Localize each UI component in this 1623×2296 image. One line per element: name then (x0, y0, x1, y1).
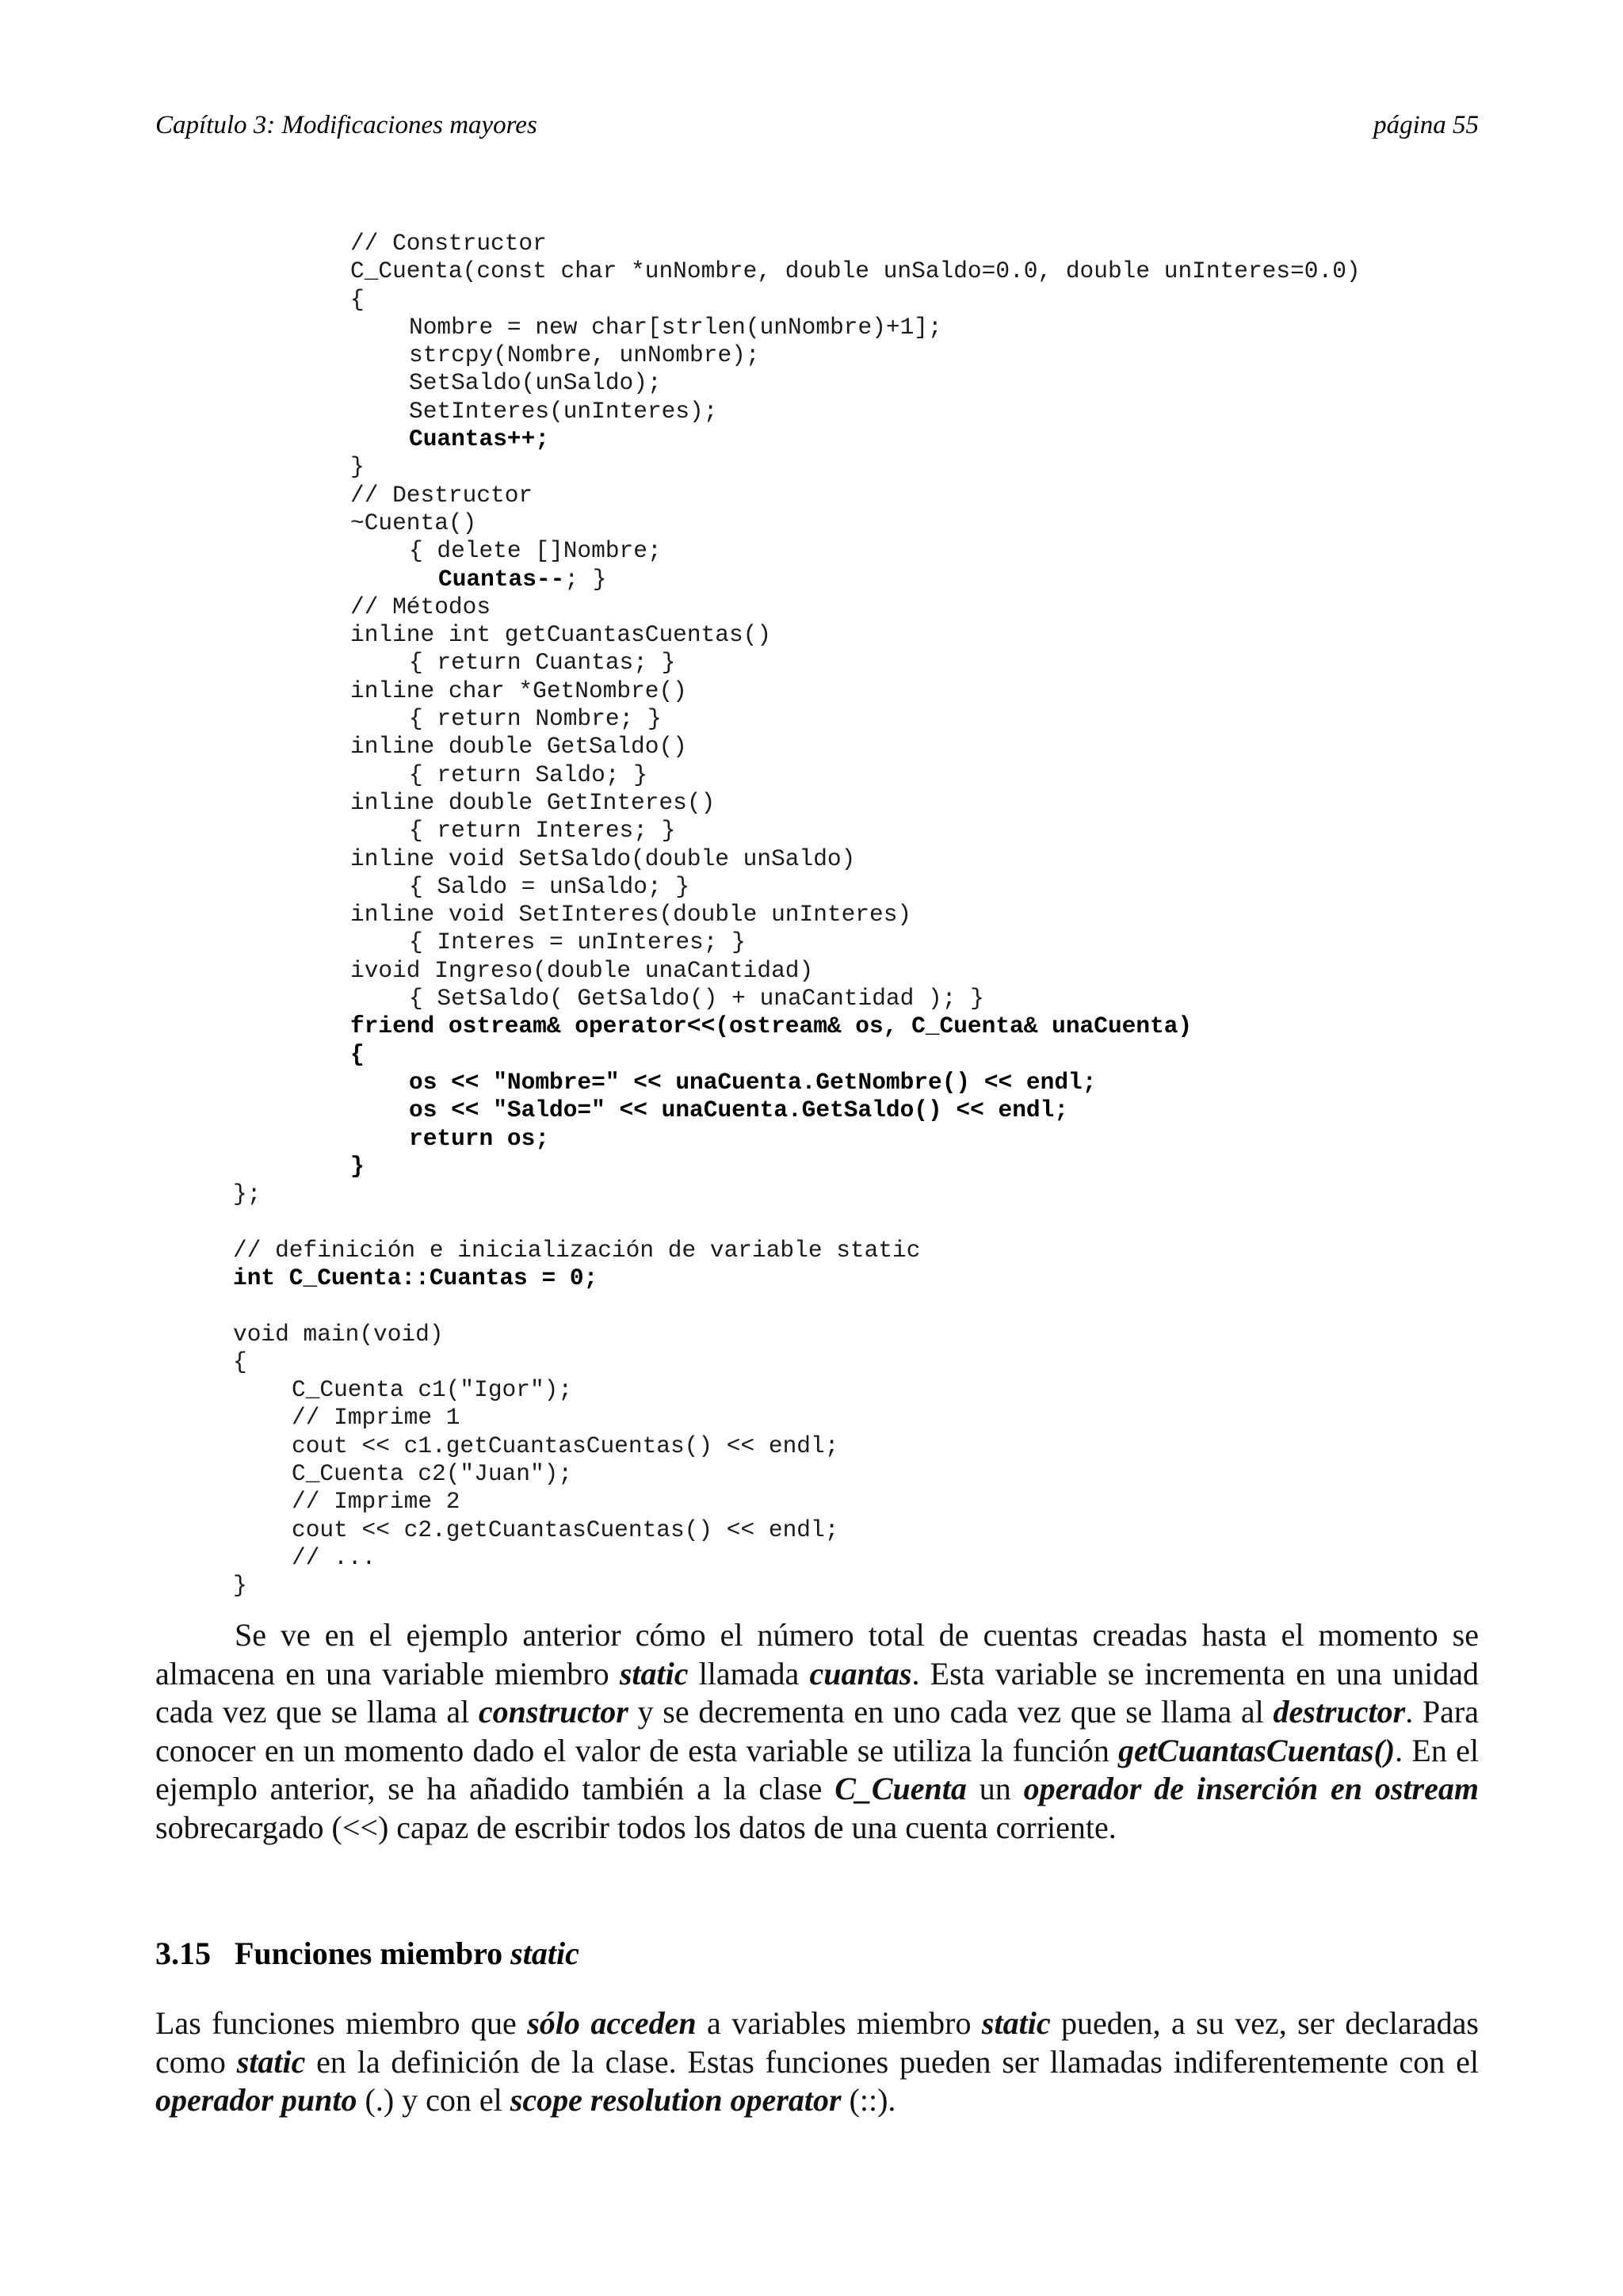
code-text: } (350, 453, 365, 481)
code-text: // Destructor (350, 481, 533, 509)
code-line (0, 341, 1623, 369)
code-text: void main(void) (233, 1320, 444, 1348)
code-text: inline char *GetNombre() (350, 677, 687, 704)
code-text-bold: { (350, 1040, 365, 1068)
code-line (0, 482, 1623, 509)
paragraph-text: y se decrementa en uno cada vez que se llama al (628, 1694, 1274, 1730)
code-line (0, 369, 1623, 397)
code-line (0, 621, 1623, 649)
paragraph-text: . Para conocer en un momento dado el valor de esta variable se utiliza la función (155, 1694, 1480, 1768)
code-line (0, 1321, 1623, 1348)
code-text: { return Nombre; } (409, 705, 662, 733)
code-text: C_Cuenta c2("Juan"); (292, 1460, 573, 1488)
code-line (0, 1544, 1623, 1572)
emphasized-term: getCuantasCuentas() (1118, 1732, 1396, 1768)
code-text: ivoid Ingreso(double unaCantidad) (350, 956, 814, 984)
paragraph-text: en la definición de la clase. Estas funciones pueden ser llamadas indiferentemente con el (305, 2043, 1479, 2080)
page-header (155, 111, 1479, 146)
code-text-bold: } (350, 1152, 365, 1180)
code-line (0, 1432, 1623, 1460)
code-line (0, 761, 1623, 789)
emphasized-term: static (619, 1655, 689, 1691)
code-text: { return Cuantas; } (409, 649, 676, 677)
code-text: // Imprime 2 (292, 1488, 460, 1516)
code-line (0, 509, 1623, 537)
code-line (0, 1013, 1623, 1040)
code-line (0, 453, 1623, 481)
code-text: inline double GetInteres() (350, 788, 716, 816)
code-line (0, 1208, 1623, 1236)
body-paragraph-explanation (155, 1616, 1479, 1847)
section-number: 3.15 (155, 1936, 211, 1971)
code-text: ; } (564, 565, 607, 593)
code-line (0, 1125, 1623, 1153)
paragraph-text: . Esta variable se incrementa en una unidad cada vez que se llama al (155, 1655, 1480, 1730)
code-line (0, 901, 1623, 929)
code-text: ~Cuenta() (350, 509, 477, 536)
code-text: cout << c2.getCuantasCuentas() << endl; (292, 1516, 839, 1543)
paragraph-text: sobrecargado (<<) capaz de escribir todos los datos de una cuenta corriente. (155, 1809, 1117, 1845)
code-line (0, 817, 1623, 845)
code-line (0, 985, 1623, 1013)
paragraph-text: pueden, a su vez, ser declaradas como (155, 2005, 1479, 2080)
paragraph-text: llamada (688, 1655, 810, 1691)
code-line (0, 1348, 1623, 1376)
code-text: { SetSaldo( GetSaldo() + unaCantidad ); } (409, 985, 984, 1013)
code-text: { return Saldo; } (409, 761, 647, 788)
code-line (0, 1572, 1623, 1600)
code-text: { Interes = unInteres; } (409, 929, 746, 956)
code-line (0, 1180, 1623, 1208)
code-text: strcpy(Nombre, unNombre); (409, 341, 760, 369)
paragraph-text: (::). (841, 2082, 896, 2118)
code-text: cout << c1.getCuantasCuentas() << endl; (292, 1432, 839, 1459)
code-line (0, 873, 1623, 901)
code-text: Nombre = new char[strlen(unNombre)+1]; (409, 313, 942, 341)
code-line (0, 1404, 1623, 1432)
code-text: C_Cuenta(const char *unNombre, double unSaldo=0.0, double unInteres=0.0) (350, 257, 1361, 285)
code-line (0, 314, 1623, 341)
code-line (0, 593, 1623, 621)
code-text: C_Cuenta c1("Igor"); (292, 1376, 573, 1404)
code-text: // Constructor (350, 230, 547, 257)
emphasized-term: cuantas (809, 1655, 912, 1691)
code-text: { return Interes; } (409, 817, 676, 845)
code-text: inline double GetSaldo() (350, 733, 687, 761)
code-text: // Imprime 1 (292, 1404, 460, 1432)
emphasized-term: destructor (1273, 1694, 1406, 1730)
paragraph-text: Las funciones miembro que (155, 2005, 528, 2041)
code-listing (0, 230, 1623, 1600)
code-text: inline void SetSaldo(double unSaldo) (350, 845, 856, 872)
code-line (0, 705, 1623, 733)
emphasized-term: operador de inserción en ostream (1023, 1771, 1479, 1806)
code-text: SetInteres(unInteres); (409, 397, 718, 425)
emphasized-term: scope resolution operator (510, 2082, 842, 2118)
code-text-bold: int C_Cuenta::Cuantas = 0; (233, 1264, 598, 1291)
code-text: { (233, 1348, 247, 1375)
code-line (0, 1460, 1623, 1488)
code-text-bold: friend ostream& operator<<(ostream& os, C_Cuenta& unaCuenta) (350, 1013, 1193, 1040)
code-text: SetSaldo(unSaldo); (409, 369, 662, 397)
code-text: }; (233, 1180, 262, 1208)
paragraph-text: a variables miembro (696, 2005, 982, 2041)
code-text-bold: Cuantas++; (409, 425, 550, 453)
code-line (0, 957, 1623, 985)
emphasized-term: C_Cuenta (834, 1771, 967, 1806)
code-line (0, 1488, 1623, 1516)
code-text-bold: os << "Saldo=" << unaCuenta.GetSaldo() << endl; (409, 1097, 1069, 1124)
code-line (0, 1237, 1623, 1264)
section-heading (155, 1935, 579, 1972)
code-line (0, 929, 1623, 956)
code-text: } (233, 1572, 247, 1600)
code-text: inline void SetInteres(double unInteres) (350, 901, 912, 929)
code-text: // definición e inicialización de variable static (233, 1236, 921, 1264)
code-line (0, 398, 1623, 425)
code-line (0, 1264, 1623, 1292)
emphasized-term: operador punto (155, 2082, 357, 2118)
code-text-bold: Cuantas-- (438, 565, 565, 593)
code-text: // ... (292, 1543, 376, 1571)
code-line (0, 1292, 1623, 1320)
code-line (0, 1097, 1623, 1124)
chapter-title: Capítulo 3: Modificaciones mayores (155, 111, 537, 139)
code-line (0, 845, 1623, 873)
code-line (0, 1041, 1623, 1069)
code-line (0, 425, 1623, 453)
emphasized-term: constructor (478, 1694, 628, 1730)
paragraph-text: (.) y con el (357, 2082, 510, 2118)
code-line (0, 566, 1623, 593)
code-line (0, 286, 1623, 314)
code-line (0, 537, 1623, 565)
code-line (0, 1153, 1623, 1180)
code-text: { Saldo = unSaldo; } (409, 872, 690, 900)
code-line (0, 230, 1623, 257)
emphasized-term: static (236, 2043, 306, 2080)
code-text: inline int getCuantasCuentas() (350, 621, 772, 649)
paragraph-text: Se ve en el ejemplo anterior cómo el número total de cuentas creadas hasta el momento se almacena en una variable miembro (155, 1617, 1479, 1691)
code-line (0, 1516, 1623, 1544)
emphasized-term: static (981, 2005, 1051, 2041)
code-line (0, 649, 1623, 677)
paragraph-text: . En el ejemplo anterior, se ha añadido también a la clase (155, 1732, 1479, 1806)
code-line (0, 1376, 1623, 1404)
code-text-bold: return os; (409, 1124, 550, 1152)
code-text: { (350, 285, 365, 313)
section-title: Funciones miembro (235, 1936, 511, 1971)
code-line (0, 677, 1623, 705)
paragraph-text: un (966, 1771, 1024, 1806)
code-text: // Métodos (350, 593, 491, 620)
code-line (0, 257, 1623, 285)
body-paragraph-static-functions (155, 2004, 1479, 2120)
code-text: { delete []Nombre; (409, 537, 662, 565)
code-text-bold: os << "Nombre=" << unaCuenta.GetNombre() << endl; (409, 1068, 1097, 1096)
code-line (0, 1069, 1623, 1097)
page-number: página 55 (1373, 111, 1479, 139)
emphasized-term: sólo acceden (527, 2005, 697, 2041)
code-line (0, 789, 1623, 817)
section-title-emphasis: static (510, 1936, 579, 1971)
code-line (0, 733, 1623, 761)
